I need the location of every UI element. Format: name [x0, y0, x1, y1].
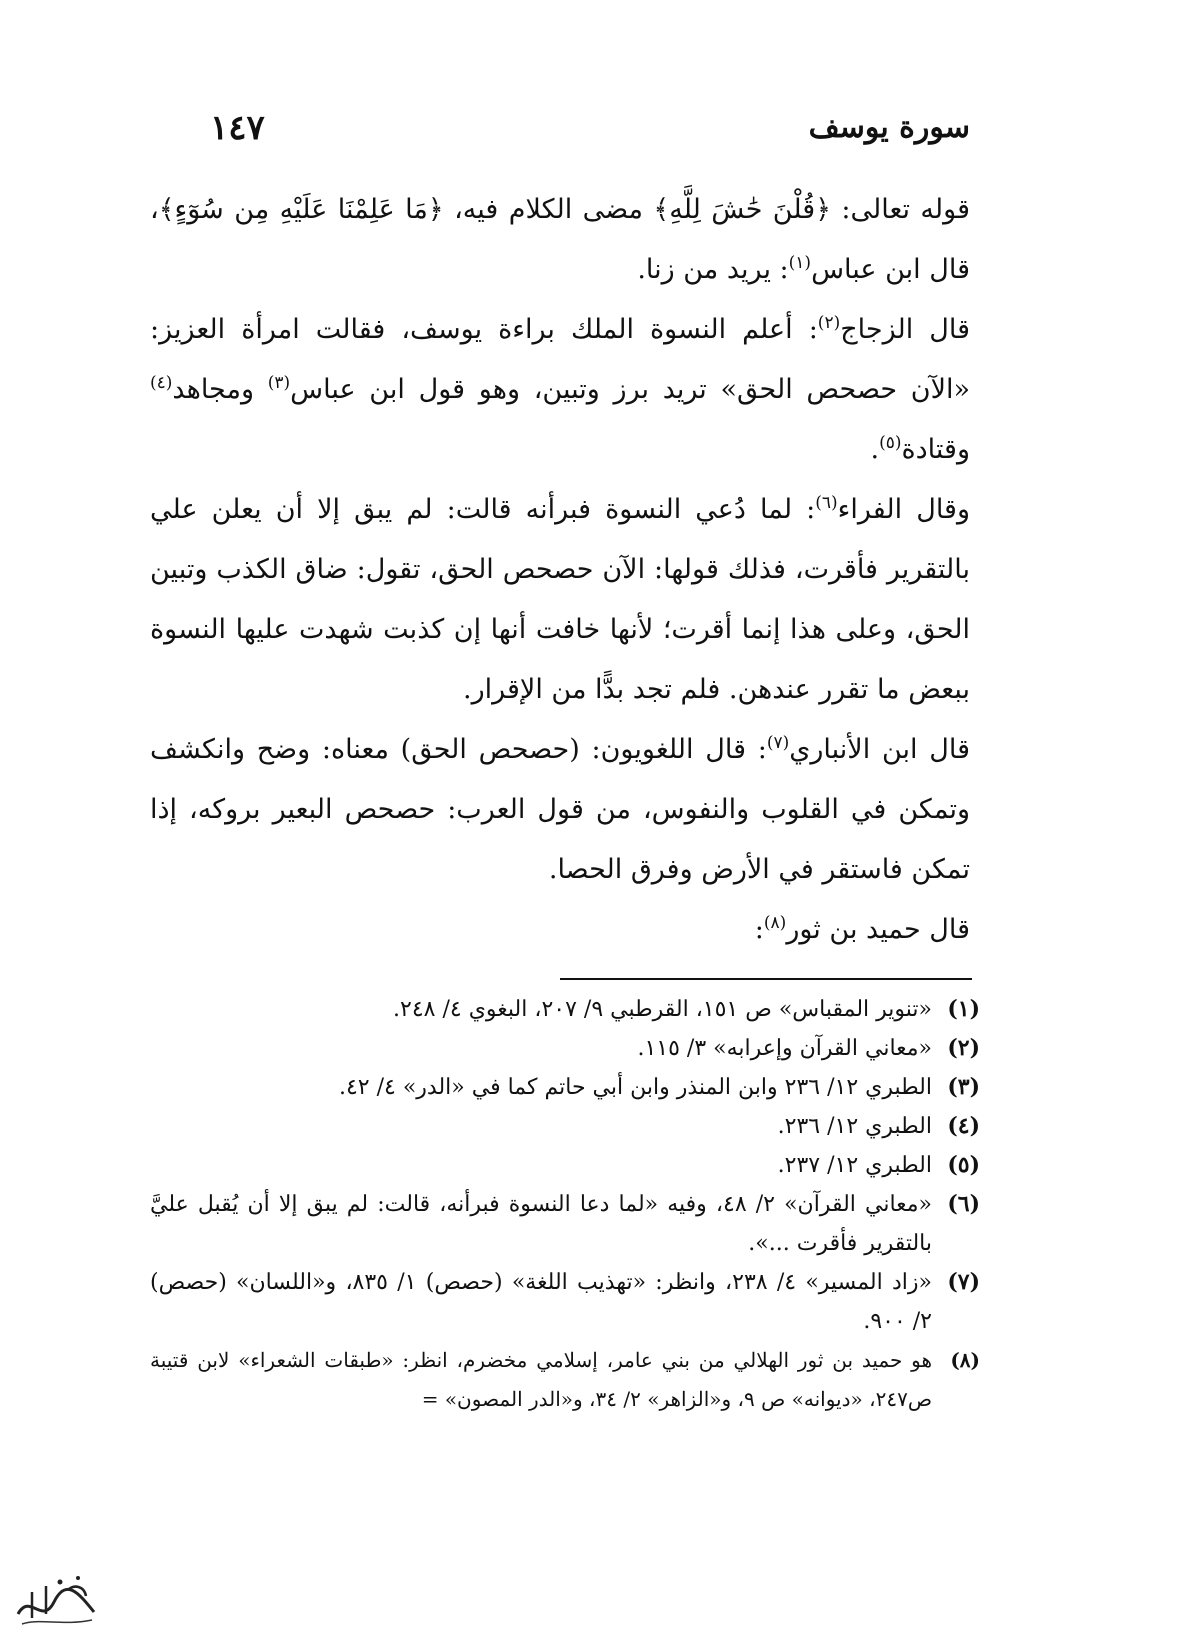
paragraph-text: : أعلم النسوة الملك براءة يوسف، فقالت امرأة العزيز: «الآن حصحص الحق» تريد برز وتبين، وهو قول ابن عباس [150, 314, 971, 405]
paragraph-text: : [754, 914, 764, 945]
footnote-reference: (٥) [879, 433, 902, 453]
footnote-separator [560, 978, 972, 980]
main-text [150, 180, 970, 960]
page-header [210, 108, 970, 158]
footnote [150, 1263, 980, 1341]
footnote-number: (٧) [947, 1269, 980, 1295]
paragraph [150, 720, 970, 900]
footnote-text: «زاد المسير» ٤/ ٢٣٨، وانظر: «تهذيب اللغة» (حصص) ١/ ٨٣٥، و«اللسان» (حصص) ٢/ ٩٠٠. [150, 1270, 932, 1334]
footnote-number: (٣) [947, 1074, 980, 1100]
footnote-text: الطبري ١٢/ ٢٣٧. [777, 1153, 932, 1178]
paragraph-text: : يريد من زنا. [637, 254, 789, 285]
paragraph-text: وقتادة [901, 434, 970, 465]
paragraph-text: ومجاهد [172, 374, 268, 405]
footnote [150, 990, 980, 1029]
footnote-number: (١) [947, 996, 980, 1022]
footnote-text: الطبري ١٢/ ٢٣٦. [777, 1114, 932, 1139]
footnote-reference: (٧) [766, 733, 790, 753]
paragraph [150, 180, 970, 300]
paragraph-text: وقال الفراء [837, 494, 970, 525]
footnote-reference: (٨) [763, 913, 787, 933]
footnote [150, 1185, 980, 1263]
footnote [150, 1029, 980, 1068]
footnote-number: (٢) [947, 1035, 980, 1061]
footnotes [150, 990, 980, 1419]
footnote-number: (٤) [947, 1113, 980, 1139]
footnote-number: (٦) [947, 1191, 980, 1217]
footnote-text: «معاني القرآن وإعرابه» ٣/ ١١٥. [637, 1036, 932, 1061]
footnote [150, 1341, 980, 1419]
paragraph-text: : لما دُعي النسوة فبرأنه قالت: لم يبق إلا أن يعلن علي بالتقرير فأقرت، فذلك قولها: الآن حصحص الحق، تقول: ضاق الكذب وتبين الحق، وعلى هذا إنما أقرت؛ لأنها خافت أنها إن كذبت شهدت عليها النسوة ببعض ما تقرر عندهن. فلم تجد بدًّا من الإقرار. [150, 494, 970, 705]
footnote-number: (٨) [950, 1348, 980, 1372]
footnote-text: الطبري ١٢/ ٢٣٦ وابن المنذر وابن أبي حاتم كما في «الدر» ٤/ ٤٢. [338, 1075, 932, 1100]
footnote-reference: (٣) [267, 373, 291, 393]
paragraph-text: . [870, 434, 880, 465]
page-number: ١٤٧ [210, 108, 265, 148]
running-title: سورة يوسف [808, 110, 970, 145]
footnote-number: (٥) [947, 1152, 980, 1178]
footnote-text: «معاني القرآن» ٢/ ٤٨، وفيه «لما دعا النسوة فبرأنه، قالت: لم يبق إلا أن يُقبل عليَّ بالتقرير فأقرت ...». [150, 1192, 932, 1256]
footnote [150, 1146, 980, 1185]
footnote-text: هو حميد بن ثور الهلالي من بني عامر، إسلامي مخضرم، انظر: «طبقات الشعراء» لابن قتيبة ص٢٤٧، «ديوانه» ص ٩، و«الزاهر» ٢/ ٣٤، و«الدر المصون» = [150, 1348, 932, 1411]
paragraph-text: : قال اللغويون: (حصحص الحق) معناه: وضح وانكشف وتمكن في القلوب والنفوس، من قول العرب: حصحص البعير بروكه، إذا تمكن فاستقر في الأرض وفرق الحصا. [150, 734, 970, 885]
footnote [150, 1107, 980, 1146]
paragraph [150, 480, 970, 720]
paragraph-text: قال ابن الأنباري [789, 734, 970, 765]
paragraph-text: قال الزجاج [840, 314, 970, 345]
footnote [150, 1068, 980, 1107]
footnote-reference: (٦) [815, 493, 838, 513]
footnote-text: «تنوير المقباس» ص ١٥١، القرطبي ٩/ ٢٠٧، البغوي ٤/ ٢٤٨. [393, 997, 932, 1022]
footnote-reference: (٤) [150, 373, 173, 393]
paragraph [150, 900, 970, 960]
footnote-reference: (١) [788, 253, 812, 273]
footnote-reference: (٢) [817, 313, 841, 333]
watermark-logo [8, 1562, 104, 1642]
paragraph [150, 300, 970, 480]
paragraph-text: قال حميد بن ثور [786, 914, 970, 945]
paragraph-text: قوله تعالى: ﴿قُلْنَ حَٰشَ لِلَّهِ﴾ مضى الكلام فيه، ﴿مَا عَلِمْنَا عَلَيْهِ مِن سُوٓءٍ﴾، قال ابن عباس [150, 194, 970, 285]
